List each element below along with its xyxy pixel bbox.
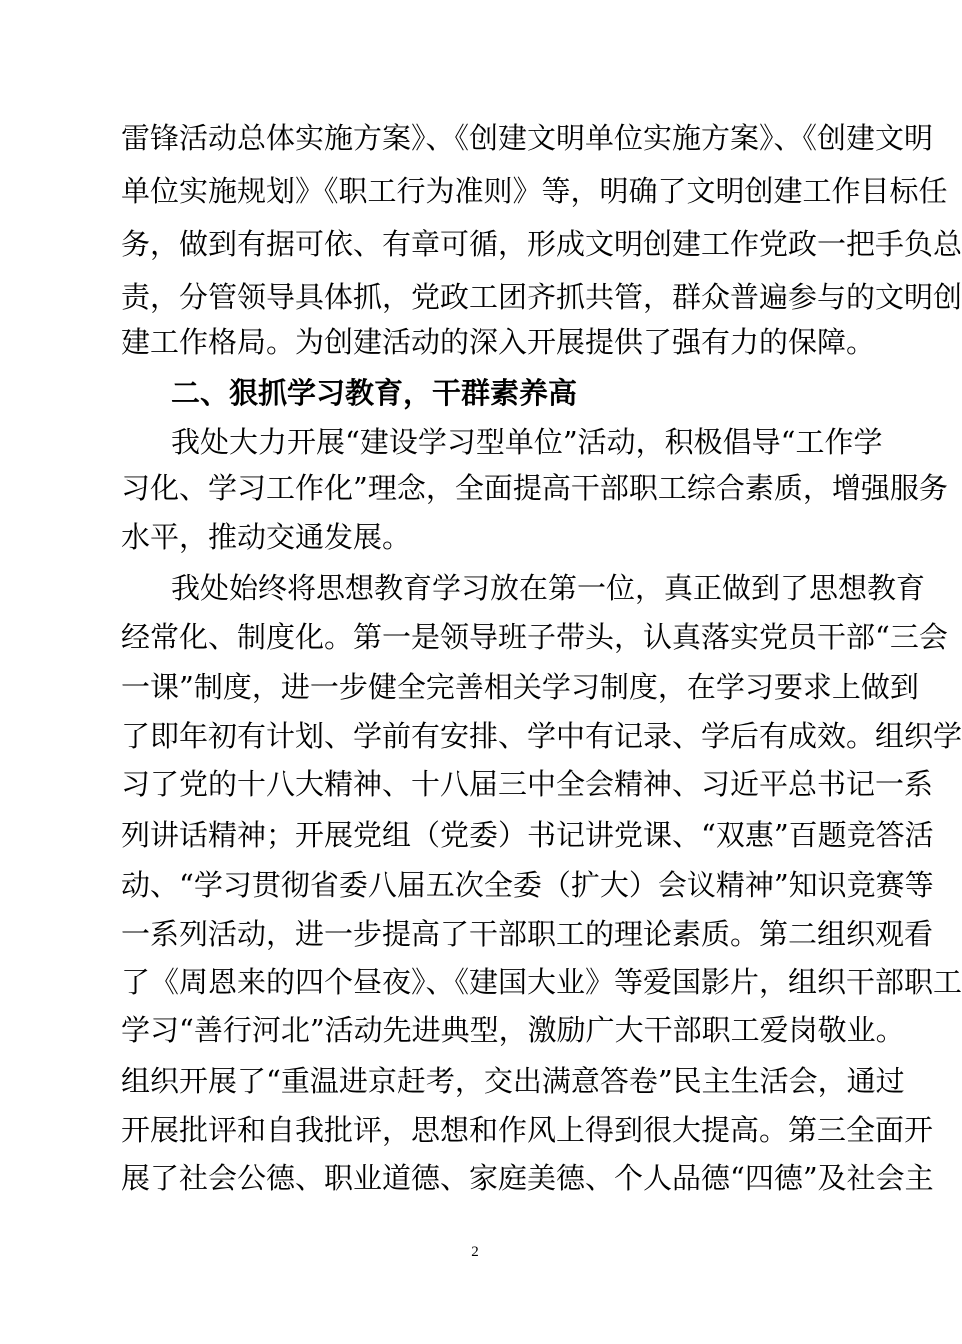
paragraph-3-line-13: 展了社会公德、职业道德、家庭美德、个人品德“四德”及社会主 xyxy=(121,1161,934,1195)
paragraph-3-line-7: 动、“学习贯彻省委八届五次全委（扩大）会议精神”知识竞赛等 xyxy=(121,868,934,902)
paragraph-3-line-10: 学习“善行河北”活动先进典型，激励广大干部职工爱岗敬业。 xyxy=(121,1013,905,1047)
paragraph-3-line-9: 了《周恩来的四个昼夜》、《建国大业》等爱国影片，组织干部职工 xyxy=(121,965,962,999)
page-number: 2 xyxy=(471,1244,479,1260)
paragraph-2-line-3: 水平，推动交通发展。 xyxy=(121,520,412,554)
paragraph-3-line-11: 组织开展了“重温进京赶考，交出满意答卷”民主生活会，通过 xyxy=(121,1064,905,1098)
paragraph-1-line-1: 雷锋活动总体实施方案》、《创建文明单位实施方案》、《创建文明 xyxy=(121,121,934,155)
paragraph-1-line-3: 务，做到有据可依、有章可循，形成文明创建工作党政一把手负总 xyxy=(121,227,962,261)
paragraph-1-line-2: 单位实施规划》《职工行为准则》等，明确了文明创建工作目标任 xyxy=(121,174,948,208)
paragraph-2-line-1: 我处大力开展“建设学习型单位”活动，积极倡导“工作学 xyxy=(171,425,883,459)
section-heading: 二、狠抓学习教育，干群素养高 xyxy=(171,376,578,410)
paragraph-1-line-4: 责，分管领导具体抓，党政工团齐抓共管，群众普遍参与的文明创 xyxy=(121,280,962,314)
paragraph-3-line-8: 一系列活动，进一步提高了干部职工的理论素质。第二组织观看 xyxy=(121,917,934,951)
paragraph-2-line-2: 习化、学习工作化”理念，全面提高干部职工综合素质，增强服务 xyxy=(121,471,948,505)
paragraph-1-line-5: 建工作格局。为创建活动的深入开展提供了强有力的保障。 xyxy=(121,325,876,359)
paragraph-3-line-3: 一课”制度，进一步健全完善相关学习制度，在学习要求上做到 xyxy=(121,670,919,704)
paragraph-3-line-2: 经常化、制度化。第一是领导班子带头，认真落实党员干部“三会 xyxy=(121,620,948,654)
paragraph-3-line-6: 列讲话精神；开展党组（党委）书记讲党课、“双惠”百题竞答活 xyxy=(121,818,934,852)
paragraph-3-line-5: 习了党的十八大精神、十八届三中全会精神、习近平总书记一系 xyxy=(121,767,934,801)
paragraph-3-line-1: 我处始终将思想教育学习放在第一位，真正做到了思想教育 xyxy=(171,571,926,605)
paragraph-3-line-12: 开展批评和自我批评，思想和作风上得到很大提高。第三全面开 xyxy=(121,1113,934,1147)
paragraph-3-line-4: 了即年初有计划、学前有安排、学中有记录、学后有成效。组织学 xyxy=(121,719,962,753)
